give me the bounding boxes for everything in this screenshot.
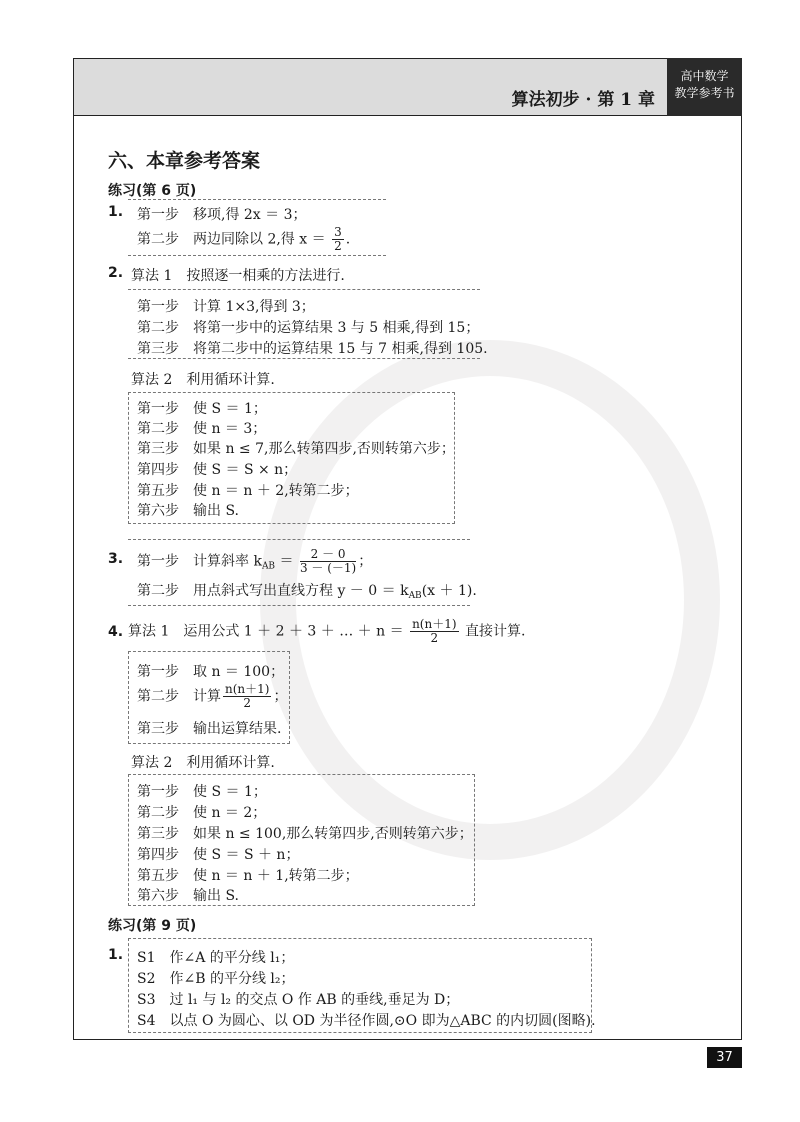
dashed-rule <box>128 199 386 200</box>
question-number: 2. <box>108 265 124 281</box>
fraction-numerator: 3 <box>334 225 342 239</box>
line-text: (x ＋ 1). <box>421 583 477 599</box>
answer-line: S3 过 l₁ 与 l₂ 的交点 O 作 AB 的垂线,垂足为 D； <box>137 992 460 1008</box>
line-text: . <box>345 231 351 248</box>
answer-line: 第二步 使 n ＝ 3； <box>137 421 267 437</box>
fraction <box>300 548 356 575</box>
method-title: 算法 2 利用循环计算. <box>131 372 275 388</box>
answer-line <box>137 683 287 710</box>
subscript: AB <box>261 561 276 572</box>
answer-line: 第三步 将第二步中的运算结果 15 与 7 相乘,得到 105. <box>137 341 488 357</box>
answer-line: 第五步 使 n ＝ n ＋ 1,转第二步； <box>137 868 359 884</box>
answer-line: 第一步 移项,得 2x ＝ 3； <box>137 207 307 223</box>
dashed-rule <box>128 605 470 606</box>
answer-line: 第一步 取 n ＝ 100； <box>137 664 285 680</box>
question-number: 3. <box>108 551 124 567</box>
question-number: 1. <box>108 947 124 963</box>
section-title: 六、本章参考答案 <box>108 150 261 172</box>
answer-line: 第二步 使 n ＝ 2； <box>137 805 267 821</box>
answer-line <box>137 548 372 575</box>
line-text: 第一步 计算斜率 k <box>137 553 262 570</box>
page-header <box>73 58 742 116</box>
answer-line: 第一步 使 S ＝ 1； <box>137 784 267 800</box>
line-text: ； <box>273 688 288 705</box>
fraction <box>332 226 344 253</box>
answer-line: 第一步 使 S ＝ 1； <box>137 401 267 417</box>
method-title: 算法 2 利用循环计算. <box>131 755 275 771</box>
answer-line <box>137 226 350 253</box>
answer-line: 第三步 输出运算结果. <box>137 721 282 737</box>
book-badge <box>667 58 742 116</box>
answer-line: 第四步 使 S ＝ S × n； <box>137 462 298 478</box>
fraction <box>223 683 271 710</box>
fraction-numerator: 2 － 0 <box>300 548 356 562</box>
line-text: 第二步 用点斜式写出直线方程 y － 0 ＝ k <box>137 583 409 599</box>
fraction-numerator: n(n＋1) <box>412 617 457 631</box>
dashed-rule <box>128 358 480 359</box>
chapter-title: 算法初步 · 第 1 章 <box>511 90 655 110</box>
answer-line: 第六步 输出 S. <box>137 888 239 904</box>
answer-line: 第三步 如果 n ≤ 7,那么转第四步,否则转第六步； <box>137 441 455 457</box>
exercise-label: 练习(第 9 页) <box>108 918 197 934</box>
dashed-rule <box>128 289 480 290</box>
exercise-label: 练习(第 6 页) <box>108 183 197 199</box>
subscript: AB <box>408 591 422 601</box>
question-number: 1. <box>108 204 124 220</box>
line-text: 算法 1 运用公式 1 ＋ 2 ＋ 3 ＋ … ＋ n ＝ <box>128 623 404 640</box>
answer-line: 第五步 使 n ＝ n ＋ 2,转第二步； <box>137 483 359 499</box>
answer-line: S4 以点 O 为圆心、以 OD 为半径作圆,⊙O 即为△ABC 的内切圆(图略). <box>137 1013 596 1029</box>
line-text: 直接计算. <box>464 623 526 640</box>
question-number: 4. <box>108 624 124 640</box>
fraction-denominator: 2 <box>334 239 342 253</box>
method-title: 算法 1 按照逐一相乘的方法进行. <box>131 268 345 284</box>
method-title <box>128 618 525 645</box>
answer-line: S2 作∠B 的平分线 l₂； <box>137 971 295 987</box>
page-number: 37 <box>707 1047 742 1068</box>
answer-line: 第二步 将第一步中的运算结果 3 与 5 相乘,得到 15； <box>137 320 480 336</box>
dashed-rule <box>128 539 470 540</box>
line-text: ； <box>358 553 373 570</box>
badge-line-1: 高中数学 <box>680 69 729 83</box>
answer-line: 第三步 如果 n ≤ 100,那么转第四步,否则转第六步； <box>137 826 473 842</box>
answer-line: 第一步 计算 1×3,得到 3； <box>137 299 315 315</box>
answer-line: S1 作∠A 的平分线 l₁； <box>137 950 295 966</box>
line-text: 第二步 计算 <box>137 688 221 705</box>
line-text: 第二步 两边同除以 2,得 x ＝ <box>137 231 326 248</box>
answer-line <box>137 580 477 601</box>
answer-line: 第四步 使 S ＝ S ＋ n； <box>137 847 300 863</box>
fraction-denominator: 3 － (－1) <box>299 561 357 575</box>
fraction <box>410 618 458 645</box>
fraction-denominator: 2 <box>243 696 252 710</box>
fraction-denominator: 2 <box>430 631 439 645</box>
badge-line-2: 教学参考书 <box>674 86 735 100</box>
answer-line: 第六步 输出 S. <box>137 503 239 519</box>
line-text: ＝ <box>279 553 294 570</box>
dashed-rule <box>128 255 386 256</box>
fraction-numerator: n(n＋1) <box>225 682 270 696</box>
